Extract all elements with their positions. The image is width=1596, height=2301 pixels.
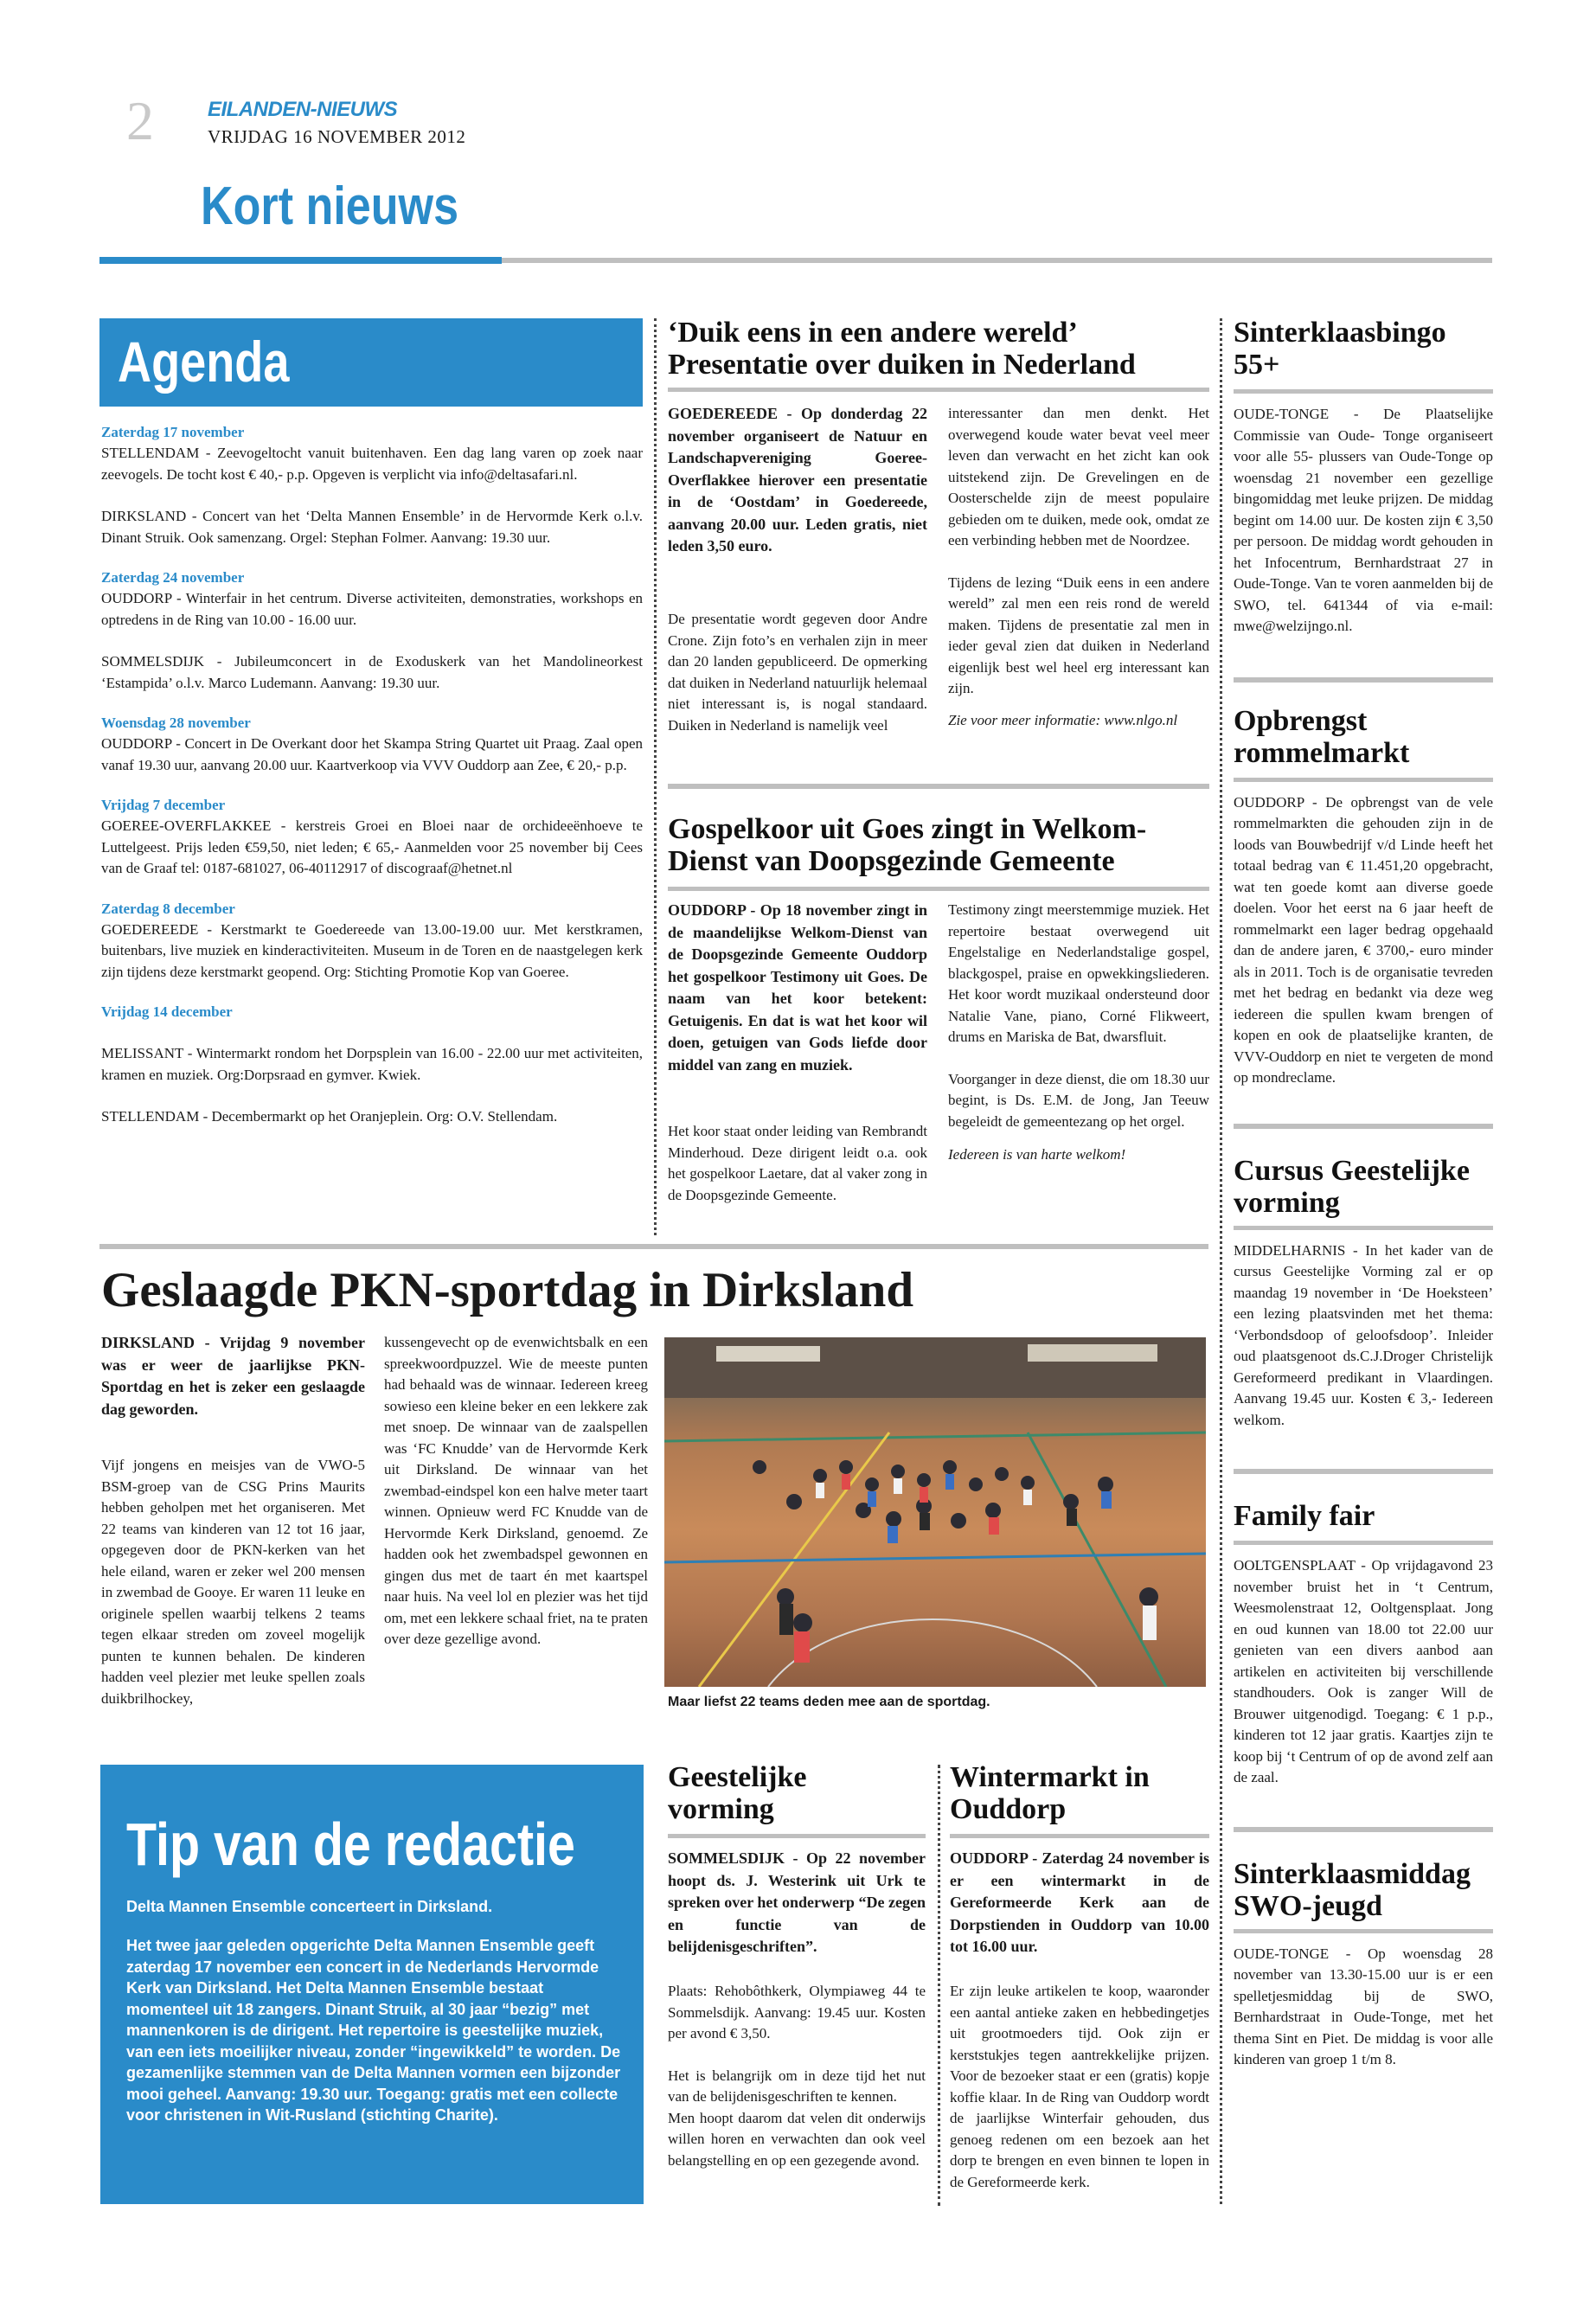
- sidebar-headline: Sinterklaasmiddag SWO-jeugd: [1234, 1857, 1471, 1922]
- agenda-item: OUDDORP - Concert in De Overkant door het Skampa String Quartet uit Praag. Zaal open vanaf 19.30 uur, aanvang 20.00 uur. Kaartverkoop via VVV Ouddorp aan Zee, € 20,- p.p.: [101, 735, 643, 773]
- geestelijke-p2: Het is belangrijk om in deze tijd het nut van de belijdenisgeschriften te kennen.: [668, 2067, 926, 2105]
- photo-illustration: [664, 1337, 1206, 1687]
- section-title: Kort nieuws: [201, 176, 459, 236]
- agenda-list: [101, 413, 643, 1128]
- wintermarkt-headline: Wintermarkt in Ouddorp: [950, 1761, 1150, 1825]
- agenda-item: STELLENDAM - Decembermarkt op het Oranjeplein. Org: O.V. Stellendam.: [101, 1108, 558, 1125]
- agenda-date: Zaterdag 24 november: [101, 569, 245, 586]
- page-number: 2: [126, 90, 154, 151]
- duik-bottom-rule: [668, 784, 1209, 789]
- gospel-headline: Gospelkoor uit Goes zingt in Welkom-Dienst van Doopsgezinde Gemeente: [668, 813, 1147, 877]
- sidebar-rule: [1234, 1929, 1493, 1933]
- duik-col2-p2: Tijdens de lezing “Duik eens in een andere wereld” zal men een reis rond de wereld maken. Tijdens de presentatie zal men in ieder geval zien dat duiken in Nederland eigenlijk best wel heel erg interessant kan zijn.: [948, 574, 1209, 696]
- sportdag-col2: kussengevecht op de evenwichtsbalk en een spreekwoordpuzzel. Wie de meeste punten had behaald was de winnaar. Iedereen kreeg sowieso een kleine beker en een lekkere zak met snoep. De winnaar van de zaalspellen was ‘FC Knudde’ van de Hervormde Kerk uit Dirksland. De winnaar van het zwembad-eindspel kon een halve meter taart winnen. Opnieuw werd FC Knudde van de Hervormde Kerk Dirksland, genoemd. Ze hadden ook het zwembadspel gewonnen en gingen dus met de taart én met kaartspel naar huis. Na veel lol en plezier was het tijd om, met een lekkere schaal friet, na te praten over deze gezellige avond.: [384, 1334, 648, 1647]
- column-separator: [1220, 318, 1222, 2204]
- agenda-group: [101, 1002, 643, 1128]
- geestelijke-p1: Plaats: Rehobôthkerk, Olympiaweg 44 te Sommelsdijk. Aanvang: 19.45 uur. Kosten per avond € 3,50.: [668, 1983, 926, 2041]
- sidebar-text: OUDDORP - De opbrengst van de vele rommelmarkten die gehouden zijn in de loods van Bouwbedrijf v/d Linde heeft het totaal bedrag van € 11.451,20 opgebracht, wat ten goede komt aan diverse goede doelen. Voor het eerst na 6 jaar heeft de rommelmarkt een lager bedrag opgehaald dan de andere jaren, € 3700,- euro minder als in 2011. Toch is de organisatie tevreden met het bedrag en bedankt via deze weg iedereen die spullen kwam brengen of kopen en ook de plaatselijke kranten, de VVV-Ouddorp en niet te vergeten de mond op mondreclame.: [1234, 793, 1493, 1086]
- sidebar-article-bingo: [1234, 317, 1493, 683]
- sidebar-text: OOLTGENSPLAAT - Op vrijdagavond 23 november bruist het in ‘t Centrum, Weesmolenstraat 12, Ooltgensplaat. Jong en oud kunnen van 18.00 tot 22.00 uur genieten van een divers aanbod aan artikelen en activiteiten bij verschillende standhouders. Ook is zanger Will de Brouwer uitgenodigd. Toegang: € 1 p.p., kinderen tot 12 jaar gratis. Kaartjes zijn te koop bij ‘t Centrum of op de avond zelf aan de zaal.: [1234, 1557, 1493, 1785]
- wintermarkt-body: Er zijn leuke artikelen te koop, waaronder een aantal antieke zaken en hebbedingetjes uit grootmoeders tijd. Ook zijn er kerststukjes tegen aantrekkelijke prijzen. Voor de bezoeker staat er een (gratis) kopje koffie klaar. In de Ring van Ouddorp wordt de jaarlijkse Winterfair gehouden, dus genoeg redenen om een bezoek aan het dorp te brengen en even binnen te lopen in de Gereformeerde kerk.: [950, 1983, 1209, 2190]
- sidebar-article-rommelmarkt: [1234, 705, 1493, 1129]
- wintermarkt-lead: OUDDORP - Zaterdag 24 november is er een wintermarkt in de Gereformeerde Kerk aan de Dorpstienden in Ouddorp van 10.00 tot 16.00 uur.: [950, 1849, 1209, 1955]
- issue-date: VRIJDAG 16 NOVEMBER 2012: [208, 126, 466, 147]
- agenda-title: Agenda: [118, 330, 290, 394]
- gospel-lead: OUDDORP - Op 18 november zingt in de maandelijkse Welkom-Dienst van de Doopsgezinde Gemeente Ouddorp het gospelkoor Testimony uit Goes. De naam van het koor betekent: Getuigenis. En dat is wat het koor wil doen, getuigen van Gods liefde door middel van zang en muziek.: [668, 901, 927, 1074]
- sidebar-rule: [1234, 389, 1493, 394]
- agenda-item: DIRKSLAND - Concert van het ‘Delta Mannen Ensemble’ in de Hervormde Kerk o.l.v. Dinant Struik. Ook samenzang. Orgel: Stephan Folmer. Aanvang: 19.30 uur.: [101, 508, 643, 546]
- sidebar-article-family-fair: [1234, 1500, 1493, 1832]
- sidebar: [1234, 317, 1493, 2071]
- agenda-item: STELLENDAM - Zeevogeltocht vanuit buitenhaven. Een dag lang varen op zoek naar zeevogels. De tocht kost € 40,- p.p. Opgeven is verplicht via info@deltasafari.nl.: [101, 445, 643, 483]
- agenda-item: GOEREE-OVERFLAKKEE - kerstreis Groei en Bloei naar de orchideeënhoeve te Luttelgeest. Prijs leden €59,50, niet leden; € 65,- Aanmelden voor 25 november bij Cees van de Graaf tel: 0187-681027, 06-40112917 of discograaf@hetnet.nl: [101, 817, 643, 876]
- geestelijke-p3: Men hoopt daarom dat velen dit onderwijs willen horen en verwachten dan ook veel belangstelling en op een gezegende avond.: [668, 2109, 926, 2169]
- geestelijke-body: [668, 1981, 926, 2192]
- sidebar-rule: [1234, 778, 1493, 782]
- tip-text: Het twee jaar geleden opgerichte Delta Mannen Ensemble geeft zaterdag 17 november een concert in de Nederlands Hervormde Kerk van Dirksland. Het Delta Mannen Ensemble bestaat momenteel uit 18 zangers. Dinant Struik, al 30 jaar “bezig” met mannenkoren is de dirigent. Het repertoire is geestelijke muziek, van een iets moeilijker niveau, zonder “ingewikkeld” te worden. De gezamenlijke stemmen van de Delta Mannen vormen een bijzonder mooi geheel. Aanvang: 19.30 uur. Toegang: gratis met een collecte voor christenen in Wit-Rusland (stichting Charite).: [126, 1937, 621, 2124]
- gospel-col1: Het koor staat onder leiding van Rembrandt Minderhoud. Deze dirigent leidt o.a. ook het gospelkoor Laetare, dat al vaker zong in de Doopsgezinde Gemeente.: [668, 1123, 927, 1203]
- photo-caption: Maar liefst 22 teams deden mee aan de sportdag.: [668, 1695, 990, 1709]
- duik-lead: GOEDEREEDE - Op donderdag 22 november organiseert de Natuur en Landschapvereniging Goeree-Overflakkee hierover een presentatie in de ‘Oostdam’ in Goedereede, aanvang 20.00 uur. Leden gratis, niet leden 3,50 euro.: [668, 405, 927, 554]
- tip-subtitle: Delta Mannen Ensemble concerteert in Dirksland.: [126, 1898, 493, 1915]
- sportdag-top-rule: [99, 1244, 1208, 1249]
- sidebar-bottom-rule: [1234, 1827, 1493, 1832]
- column-separator: [938, 1765, 940, 2206]
- duik-col1: De presentatie wordt gegeven door Andre Crone. Zijn foto’s en verhalen zijn in meer dan 20 landen gepubliceerd. De opmerking dat duiken in Nederland natuurlijk helemaal niet interessant is, is nogal standaard. Duiken in Nederland is namelijk veel: [668, 611, 927, 734]
- gospel-col2-p1: Testimony zingt meerstemmige muziek. Het repertoire bestaat overwegend uit Engelstalige en Nederlandstalige gospel, blackgospel, praise en opwekkingsliederen. Het koor wordt muzikaal ondersteund door Natalie Vane, piano, Corné Flikweert, drums en Mariska de Bat, dwarsfluit.: [948, 901, 1209, 1045]
- sidebar-headline: Family fair: [1234, 1500, 1375, 1532]
- header-rule-blue: [99, 257, 502, 264]
- sidebar-article-swo: [1234, 1858, 1493, 2071]
- agenda-date: Vrijdag 7 december: [101, 797, 226, 813]
- sidebar-bottom-rule: [1234, 1124, 1493, 1129]
- wintermarkt-rule: [950, 1834, 1209, 1838]
- duik-col2-p1: interessanter dan men denkt. Het overwegend koude water bevat veel meer leven dan verwacht en het zicht kan ook uitstekend zijn. De Grevelingen en de Oosterschelde zijn de meest populaire gebieden om te duiken, mede ook, omdat ze een verbinding hebben met de Noordzee.: [948, 405, 1209, 548]
- sidebar-bottom-rule: [1234, 677, 1493, 683]
- sportdag-lead: DIRKSLAND - Vrijdag 9 november was er weer de jaarlijkse PKN-Sportdag en het is zeker een geslaagde dag geworden.: [101, 1334, 365, 1418]
- agenda-group: [101, 422, 643, 548]
- gospel-col2-p2: Voorganger in deze dienst, die om 18.30 uur begint, is Ds. E.M. de Jong, Jan Teeuw begeleidt de gemeentezang op het orgel.: [948, 1070, 1209, 1130]
- agenda-date: Vrijdag 14 december: [101, 1003, 233, 1020]
- duik-more-info: Zie voor meer informatie: www.nlgo.nl: [948, 711, 1178, 728]
- geestelijke-rule: [668, 1834, 926, 1838]
- sidebar-headline: Opbrengst rommelmarkt: [1234, 704, 1410, 769]
- gospel-closing: Iedereen is van harte welkom!: [948, 1146, 1126, 1163]
- sidebar-bottom-rule: [1234, 1469, 1493, 1474]
- sidebar-text: OUDE-TONGE - De Plaatselijke Commissie van Oude- Tonge organiseert voor alle 55- plussers van Oude-Tonge op woensdag 21 november een gezellige bingomiddag met leuke prijzen. De middag begint om 14.00 uur. De kosten zijn € 3,50 per persoon. De middag wordt gehouden in het Infocentrum, Bernhardstraat 27 in Oude-Tonge. Van te voren aanmelden bij de SWO, tel. 641344 of via e-mail: mwe@welzijngo.nl.: [1234, 406, 1493, 634]
- sportdag-photo: [664, 1337, 1206, 1687]
- agenda-date: Zaterdag 17 november: [101, 424, 245, 440]
- agenda-date: Zaterdag 8 december: [101, 900, 235, 917]
- agenda-item: MELISSANT - Wintermarkt rondom het Dorpsplein van 16.00 - 22.00 uur met activiteiten, kramen en muziek. Org:Dorpsraad en gymver. Kwiek.: [101, 1045, 643, 1083]
- tip-title: Tip van de redactie: [126, 1811, 575, 1878]
- agenda-date: Woensdag 28 november: [101, 715, 251, 731]
- sidebar-rule: [1234, 1541, 1493, 1545]
- gospel-col2: [948, 900, 1209, 1187]
- duik-rule: [668, 388, 1209, 392]
- brand-logo: EILANDEN-NIEUWS: [208, 98, 398, 121]
- sidebar-headline: Cursus Geestelijke vorming: [1234, 1154, 1470, 1219]
- agenda-item: SOMMELSDIJK - Jubileumconcert in de Exoduskerk van het Mandolineorkest ‘Estampida’ o.l.v. Marco Ludemann. Aanvang: 19.30 uur.: [101, 653, 643, 691]
- column-separator: [654, 318, 657, 1235]
- sidebar-article-cursus: [1234, 1155, 1493, 1475]
- agenda-item: OUDDORP - Winterfair in het centrum. Diverse activiteiten, demonstraties, workshops en optredens in de Ring van 10.00 - 16.00 uur.: [101, 590, 643, 628]
- duik-col2: [948, 403, 1209, 752]
- sportdag-headline: Geslaagde PKN-sportdag in Dirksland: [101, 1263, 914, 1317]
- sidebar-text: MIDDELHARNIS - In het kader van de cursus Geestelijke Vorming zal er op maandag 19 november in ‘De Hoeksteen’ een lezing plaatsvinden met het thema: ‘Verbondsdoop of geloofsdoop’. Inleider oud plaatsgenoot ds.C.J.Droger Christelijk Gereformeerd predikant in Vlaardingen. Aanvang 19.45 uur. Kosten € 3,- Iedereen welkom.: [1234, 1241, 1493, 1428]
- agenda-group: [101, 899, 643, 984]
- geestelijke-lead: SOMMELSDIJK - Op 22 november hoopt ds. J. Westerink uit Urk te spreken over het onderwerp “De zegen en functie van de belijdenisgeschriften”.: [668, 1849, 926, 1955]
- sidebar-text: OUDE-TONGE - Op woensdag 28 november van 13.30-15.00 uur is er een spelletjesmiddag bij de SWO, Bernhardstraat in Oude-Tonge, met het thema Sint en Piet. De middag is voor alle kinderen van groep 1 t/m 8.: [1234, 1945, 1493, 2067]
- sidebar-headline: Sinterklaasbingo 55+: [1234, 317, 1446, 381]
- gospel-rule: [668, 887, 1209, 891]
- agenda-group: [101, 567, 643, 694]
- sidebar-rule: [1234, 1226, 1493, 1230]
- agenda-item: GOEDEREEDE - Kerstmarkt te Goedereede van 13.00-19.00 uur. Met kerstkramen, buitenbars, live muziek en kinderactiviteiten. Museum in de Toren en de naastgelegen kerk zijn tijdens deze kerstmarkt geopend. Org: Stichting Promotie Kop van Goeree.: [101, 920, 643, 980]
- duik-headline: ‘Duik eens in een andere wereld’ Presentatie over duiken in Nederland: [668, 317, 1136, 381]
- geestelijke-headline: Geestelijke vorming: [668, 1761, 807, 1825]
- agenda-group: [101, 795, 643, 880]
- agenda-group: [101, 713, 643, 776]
- sportdag-col1: Vijf jongens en meisjes van de VWO-5 BSM-groep van de CSG Prins Maurits hebben geholpen met het organiseren. Met 22 teams van kinderen van 12 tot 16 jaar, opgegeven door de PKN-kerken van het hele eiland, waren er zeker wel 200 mensen in zwembad de Gooye. Er waren 11 leuke en originele spellen waarbij telkens 2 teams tegen elkaar streden om zoveel mogelijk punten te kunnen behalen. De kinderen hadden veel plezier met leuke spellen zoals duikbrilhockey,: [101, 1457, 365, 1707]
